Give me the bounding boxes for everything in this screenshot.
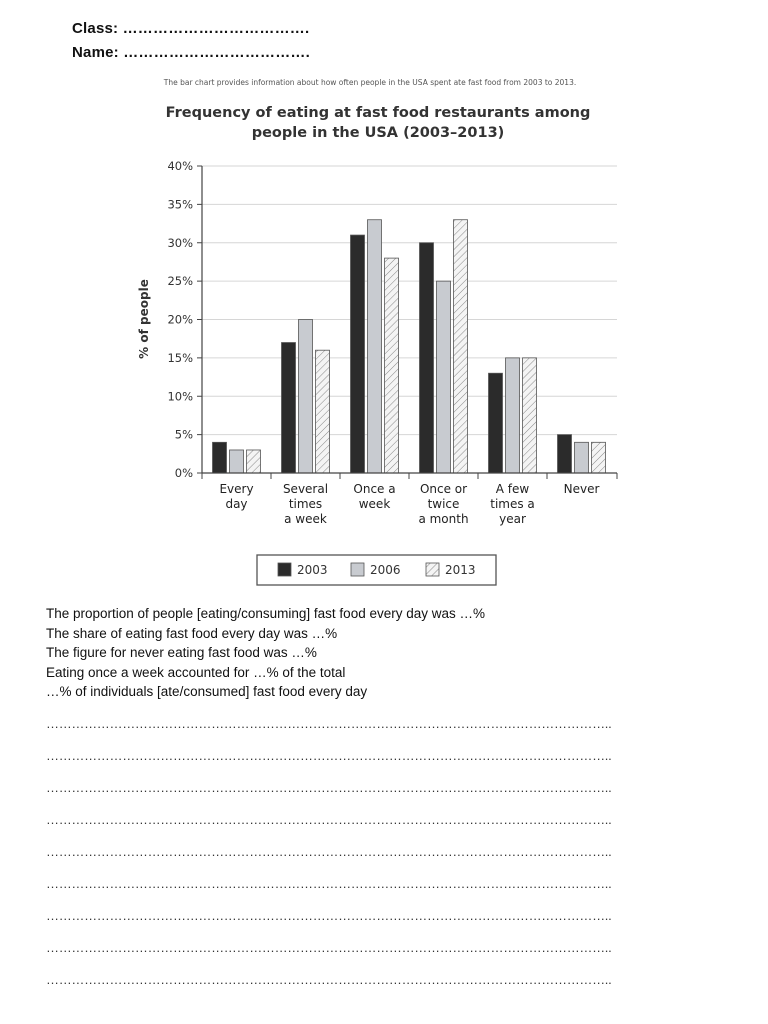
- bar-2006-5: [575, 442, 589, 473]
- bar-2006-2: [368, 220, 382, 473]
- bar-2006-0: [230, 450, 244, 473]
- legend-label-2006: 2006: [370, 563, 401, 577]
- x-category-label: Once a: [353, 482, 396, 496]
- bar-2003-3: [420, 243, 434, 473]
- legend: [257, 555, 496, 585]
- chart-title-line-1: Frequency of eating at fast food restaurants among: [165, 105, 591, 121]
- bar-2013-1: [316, 350, 330, 473]
- chart-intro-text: The bar chart provides information about how often people in the USA spent ate fast food from 2003 to 2013.: [163, 78, 577, 87]
- y-axis-label: % of people: [137, 279, 151, 359]
- bar-2013-3: [454, 220, 468, 473]
- y-tick-label: 25%: [167, 274, 193, 289]
- x-category-label: a month: [418, 512, 469, 526]
- answer-writing-lines: [46, 716, 724, 1004]
- x-category-label: day: [225, 497, 248, 511]
- x-category-label: Never: [563, 482, 600, 496]
- bar-2013-2: [385, 258, 399, 473]
- bar-2003-5: [558, 435, 572, 473]
- legend-swatch-2013: [426, 563, 439, 576]
- gridlines: [202, 166, 617, 435]
- x-category-label: a week: [284, 512, 327, 526]
- class-field-label: Class: ……………………………….: [72, 20, 310, 37]
- x-category-label: Once or: [419, 482, 468, 496]
- x-category-label: times: [288, 497, 323, 511]
- legend-swatch-2006: [351, 563, 364, 576]
- x-category-label: week: [358, 497, 391, 511]
- x-category-label: A few: [495, 482, 530, 496]
- answer-line: ……………………………………………………………………………………………………………………..: [46, 908, 612, 923]
- y-tick-label: 20%: [167, 312, 193, 327]
- x-category-label: year: [499, 512, 526, 526]
- bar-2013-5: [592, 442, 606, 473]
- answer-line: ……………………………………………………………………………………………………………………..: [46, 748, 612, 763]
- answer-line: ……………………………………………………………………………………………………………………..: [46, 876, 612, 891]
- x-category-label: Several: [282, 482, 329, 496]
- answer-line: ……………………………………………………………………………………………………………………..: [46, 844, 612, 859]
- bar-2006-1: [299, 320, 313, 474]
- y-tick-label: 35%: [167, 197, 193, 212]
- legend-swatch-2003: [278, 563, 291, 576]
- bar-2006-4: [506, 358, 520, 473]
- chart-title-line-2: people in the USA (2003–2013): [251, 125, 505, 141]
- bar-2003-0: [213, 442, 227, 473]
- x-category-label: Every: [219, 482, 254, 496]
- x-category-label: twice: [427, 497, 460, 511]
- x-category-label: times a: [490, 497, 535, 511]
- sentence-prompt: The figure for never eating fast food was …%: [46, 645, 317, 660]
- y-tick-label: 30%: [167, 235, 193, 250]
- answer-line: ……………………………………………………………………………………………………………………..: [46, 812, 612, 827]
- bar-2006-3: [437, 281, 451, 473]
- bar-2003-4: [489, 373, 503, 473]
- bar-chart: [0, 95, 740, 590]
- bar-2013-4: [523, 358, 537, 473]
- y-tick-label: 10%: [167, 389, 193, 404]
- sentence-prompt: …% of individuals [ate/consumed] fast food every day: [46, 684, 368, 699]
- sentence-prompt: The share of eating fast food every day was …%: [46, 625, 338, 641]
- y-tick-label: 5%: [174, 427, 193, 442]
- bar-2003-1: [282, 343, 296, 473]
- y-tick-label: 0%: [174, 466, 193, 480]
- answer-line: ……………………………………………………………………………………………………………………..: [46, 940, 612, 955]
- sentence-prompts: [46, 604, 485, 702]
- y-tick-label: 15%: [167, 350, 193, 365]
- legend-label-2003: 2003: [297, 563, 328, 577]
- sentence-prompt: Eating once a week accounted for …% of the total: [46, 664, 346, 680]
- name-field-label: Name: ……………………………….: [72, 44, 310, 61]
- sentence-prompt: The proportion of people [eating/consuming] fast food every day was …%: [46, 606, 486, 621]
- answer-line: ……………………………………………………………………………………………………………………..: [46, 780, 612, 795]
- answer-line: ……………………………………………………………………………………………………………………..: [46, 716, 612, 731]
- answer-line: ……………………………………………………………………………………………………………………..: [46, 972, 612, 987]
- y-tick-label: 40%: [167, 159, 193, 173]
- bar-2013-0: [247, 450, 261, 473]
- legend-label-2013: 2013: [445, 563, 476, 577]
- category-labels: [219, 482, 599, 526]
- bar-2003-2: [351, 235, 365, 473]
